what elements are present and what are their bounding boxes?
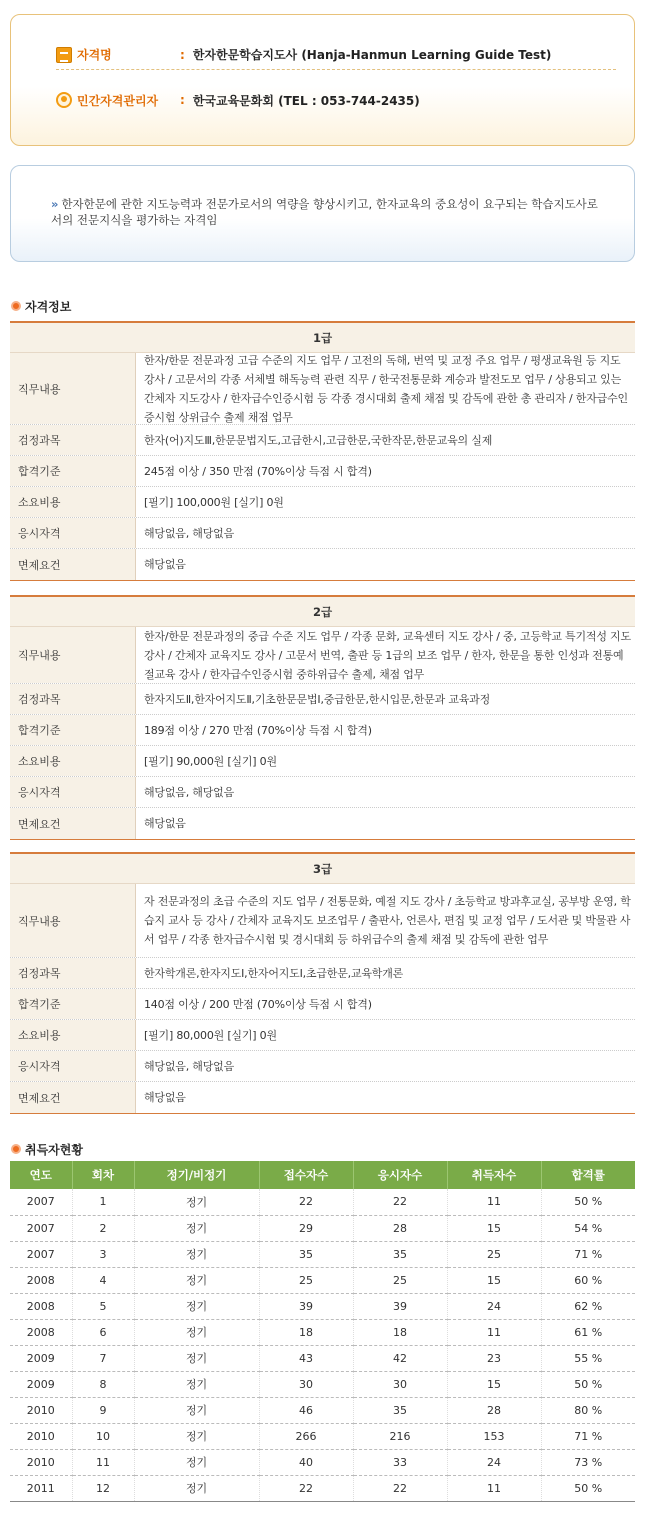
stats-body [10,1189,635,1501]
document-icon [56,47,72,63]
type-cell: 정기 [134,1267,259,1293]
row-value: [필기] 100,000원 [실기] 0원 [144,495,284,509]
table-row [10,1241,635,1267]
separator: : [180,93,185,107]
row-value: 해당없음 [144,558,186,571]
row-value: 245점 이상 / 350 만점 (70%이상 득점 시 합격) [144,464,372,478]
person-icon [56,92,72,108]
year-cell: 2010 [10,1449,72,1475]
row-value: [필기] 90,000원 [실기] 0원 [144,754,277,768]
section-bullet-icon [11,301,21,311]
type-cell: 정기 [134,1371,259,1397]
examinees-cell: 35 [353,1397,447,1423]
table-row [10,1345,635,1371]
row-label: 응시자격 [10,1051,136,1081]
row-value: [필기] 80,000원 [실기] 0원 [144,1028,277,1042]
grade-row-criteria [10,989,635,1020]
examinees-cell: 18 [353,1319,447,1345]
acquirers-cell: 153 [447,1423,541,1449]
row-label: 소요비용 [10,487,136,517]
pass-rate-cell: 55 % [541,1345,635,1371]
grade-row-eligibility [10,1051,635,1082]
acquirers-cell: 23 [447,1345,541,1371]
row-label: 합격기준 [10,989,136,1019]
pass-rate-cell: 60 % [541,1267,635,1293]
examinees-cell: 42 [353,1345,447,1371]
info-section-title [11,297,71,315]
row-value: 해당없음 [144,817,186,830]
acquirer-stats-table [10,1161,635,1502]
round-cell: 4 [72,1267,134,1293]
type-cell: 정기 [134,1189,259,1215]
table-row [10,1293,635,1319]
row-value: 자 전문과정의 초급 수준의 지도 업무 / 전통문화, 예절 지도 강사 / 초등학교 방과후교실, 공부방 운영, 학습지 교사 등 강사 / 간체자 교육지도 보조업무 / 출판사, 언론사, 편집 및 교정 업무 / 도서관 및 박물관 사서 업무 / 각종 한자급수시험 및 경시대회 등 하위급수의 출제 채점 및 감독에 관한 업무 [144,895,631,946]
col-header-pass-rate: 합격률 [541,1161,635,1189]
row-value: 해당없음, 해당없음 [144,785,235,799]
table-row [10,1215,635,1241]
examinees-cell: 30 [353,1371,447,1397]
applicants-cell: 18 [259,1319,353,1345]
round-cell: 2 [72,1215,134,1241]
applicants-cell: 25 [259,1267,353,1293]
grade-table-2 [10,595,635,840]
grade-row-cost [10,1020,635,1051]
manager-value: 한국교육문화회 (TEL : 053-744-2435) [192,93,420,108]
row-value: 한자(어)지도Ⅲ,한문문법지도,고급한시,고급한문,국한작문,한문교육의 실제 [144,433,493,447]
col-header-applicants: 접수자수 [259,1161,353,1189]
stats-header-row [10,1161,635,1189]
applicants-cell: 29 [259,1215,353,1241]
row-value: 한자지도Ⅱ,한자어지도Ⅱ,기초한문문법Ⅰ,중급한문,한시입문,한문과 교육과정 [144,692,491,706]
examinees-cell: 39 [353,1293,447,1319]
table-row [10,1319,635,1345]
table-row [10,1189,635,1215]
round-cell: 5 [72,1293,134,1319]
grade-header: 3급 [10,854,635,884]
grade-row-cost [10,487,635,518]
pass-rate-cell: 54 % [541,1215,635,1241]
type-cell: 정기 [134,1423,259,1449]
row-label: 직무내용 [10,627,136,683]
type-cell: 정기 [134,1215,259,1241]
examinees-cell: 33 [353,1449,447,1475]
year-cell: 2009 [10,1345,72,1371]
grade-row-duty [10,627,635,684]
table-row [10,1397,635,1423]
applicants-cell: 39 [259,1293,353,1319]
col-header-year: 연도 [10,1161,72,1189]
round-cell: 7 [72,1345,134,1371]
year-cell: 2007 [10,1215,72,1241]
separator: : [180,47,185,62]
stats-section-title-text: 취득자현황 [25,1142,83,1157]
pass-rate-cell: 71 % [541,1241,635,1267]
acquirers-cell: 25 [447,1241,541,1267]
acquirers-cell: 24 [447,1449,541,1475]
year-cell: 2010 [10,1397,72,1423]
type-cell: 정기 [134,1241,259,1267]
col-header-type: 정기/비정기 [134,1161,259,1189]
bullet-icon: » [51,197,59,211]
grade-row-exemption [10,1082,635,1113]
applicants-cell: 22 [259,1189,353,1215]
year-cell: 2007 [10,1189,72,1215]
row-label: 합격기준 [10,715,136,745]
pass-rate-cell: 50 % [541,1475,635,1501]
pass-rate-cell: 73 % [541,1449,635,1475]
type-cell: 정기 [134,1475,259,1501]
type-cell: 정기 [134,1397,259,1423]
acquirers-cell: 15 [447,1371,541,1397]
examinees-cell: 25 [353,1267,447,1293]
grade-row-subjects [10,958,635,989]
qualification-name-label: 자격명 [77,48,112,62]
grade-row-subjects [10,425,635,456]
grade-row-duty [10,353,635,425]
examinees-cell: 22 [353,1475,447,1501]
round-cell: 6 [72,1319,134,1345]
applicants-cell: 40 [259,1449,353,1475]
year-cell: 2010 [10,1423,72,1449]
applicants-cell: 22 [259,1475,353,1501]
round-cell: 1 [72,1189,134,1215]
table-row [10,1267,635,1293]
info-section-title-text: 자격정보 [25,299,72,314]
acquirers-cell: 11 [447,1319,541,1345]
pass-rate-cell: 50 % [541,1371,635,1397]
round-cell: 3 [72,1241,134,1267]
acquirers-cell: 11 [447,1475,541,1501]
stats-section-title [11,1140,83,1158]
applicants-cell: 266 [259,1423,353,1449]
table-row [10,1371,635,1397]
pass-rate-cell: 50 % [541,1189,635,1215]
grade-row-eligibility [10,777,635,808]
grade-row-duty [10,884,635,958]
grade-header: 1급 [10,323,635,353]
row-value: 140점 이상 / 200 만점 (70%이상 득점 시 합격) [144,997,372,1011]
row-label: 합격기준 [10,456,136,486]
qualification-card [10,14,635,146]
row-value: 한자/한문 전문과정의 중급 수준 지도 업무 / 각종 문화, 교육센터 지도 강사 / 중, 고등학교 특기적성 지도 강사 / 간체자 교육지도 강사 / 고문서 번역, 출판 등 1급의 보조 업무 / 한자, 한문을 통한 인성과 전통예절교육 강사 / 한자급수인증시험 중하위급수 출제, 채점 업무 [144,629,631,681]
col-header-examinees: 응시자수 [353,1161,447,1189]
row-label: 검정과목 [10,684,136,714]
pass-rate-cell: 61 % [541,1319,635,1345]
year-cell: 2007 [10,1241,72,1267]
row-label: 검정과목 [10,958,136,988]
applicants-cell: 46 [259,1397,353,1423]
applicants-cell: 35 [259,1241,353,1267]
grade-row-exemption [10,549,635,580]
col-header-round: 회차 [72,1161,134,1189]
qualification-name-row [56,40,616,70]
table-row [10,1449,635,1475]
type-cell: 정기 [134,1449,259,1475]
acquirers-cell: 11 [447,1189,541,1215]
grade-row-criteria [10,715,635,746]
year-cell: 2008 [10,1319,72,1345]
description-text-block [51,196,606,228]
grade-row-criteria [10,456,635,487]
round-cell: 9 [72,1397,134,1423]
manager-row [56,85,616,115]
row-value: 해당없음, 해당없음 [144,1059,235,1073]
acquirers-cell: 24 [447,1293,541,1319]
round-cell: 10 [72,1423,134,1449]
examinees-cell: 22 [353,1189,447,1215]
row-label: 응시자격 [10,777,136,807]
row-label: 소요비용 [10,746,136,776]
examinees-cell: 216 [353,1423,447,1449]
grade-row-cost [10,746,635,777]
grade-table-3 [10,852,635,1114]
col-header-acquirers: 취득자수 [447,1161,541,1189]
qualification-name-value: 한자한문학습지도사 (Hanja-Hanmun Learning Guide Test) [192,48,552,62]
description-card [10,165,635,262]
round-cell: 12 [72,1475,134,1501]
section-bullet-icon [11,1144,21,1154]
examinees-cell: 35 [353,1241,447,1267]
grade-header: 2급 [10,597,635,627]
row-value: 189점 이상 / 270 만점 (70%이상 득점 시 합격) [144,723,372,737]
acquirers-cell: 15 [447,1267,541,1293]
acquirers-cell: 15 [447,1215,541,1241]
description-text: 한자한문에 관한 지도능력과 전문가로서의 역량을 향상시키고, 한자교육의 중요성이 요구되는 학습지도사로서의 전문지식을 평가하는 자격임 [51,197,598,227]
year-cell: 2009 [10,1371,72,1397]
row-label: 면제요건 [10,1082,136,1113]
row-label: 면제요건 [10,808,136,839]
row-value: 해당없음 [144,1091,186,1104]
pass-rate-cell: 80 % [541,1397,635,1423]
grade-row-eligibility [10,518,635,549]
examinees-cell: 28 [353,1215,447,1241]
row-value: 한자/한문 전문과정 고급 수준의 지도 업무 / 고전의 독해, 번역 및 교정 주요 업무 / 평생교육원 등 지도 강사 / 고문서의 각종 서체별 해독능력 관련 직무 / 한국전통문화 계승과 발전도모 업무 / 상용되고 있는 간체자 지도강사 / 한자급수인증시험 등 각종 경시대회 출제 채점 및 감독에 관한 총 관리자 / 한자급수인증시험 상위급수 출제 채점 업무 [144,353,628,424]
grade-table-1 [10,321,635,581]
row-value: 해당없음, 해당없음 [144,526,235,540]
manager-label: 민간자격관리자 [77,93,159,108]
pass-rate-cell: 71 % [541,1423,635,1449]
type-cell: 정기 [134,1293,259,1319]
table-row [10,1475,635,1501]
grade-row-subjects [10,684,635,715]
year-cell: 2008 [10,1267,72,1293]
applicants-cell: 43 [259,1345,353,1371]
grade-row-exemption [10,808,635,839]
row-label: 면제요건 [10,549,136,580]
acquirers-cell: 28 [447,1397,541,1423]
table-row [10,1423,635,1449]
type-cell: 정기 [134,1319,259,1345]
type-cell: 정기 [134,1345,259,1371]
row-label: 직무내용 [10,353,136,424]
pass-rate-cell: 62 % [541,1293,635,1319]
applicants-cell: 30 [259,1371,353,1397]
round-cell: 11 [72,1449,134,1475]
year-cell: 2011 [10,1475,72,1501]
round-cell: 8 [72,1371,134,1397]
row-label: 검정과목 [10,425,136,455]
row-value: 한자학개론,한자지도Ⅰ,한자어지도Ⅰ,초급한문,교육학개론 [144,966,404,980]
row-label: 직무내용 [10,884,136,957]
row-label: 응시자격 [10,518,136,548]
year-cell: 2008 [10,1293,72,1319]
row-label: 소요비용 [10,1020,136,1050]
